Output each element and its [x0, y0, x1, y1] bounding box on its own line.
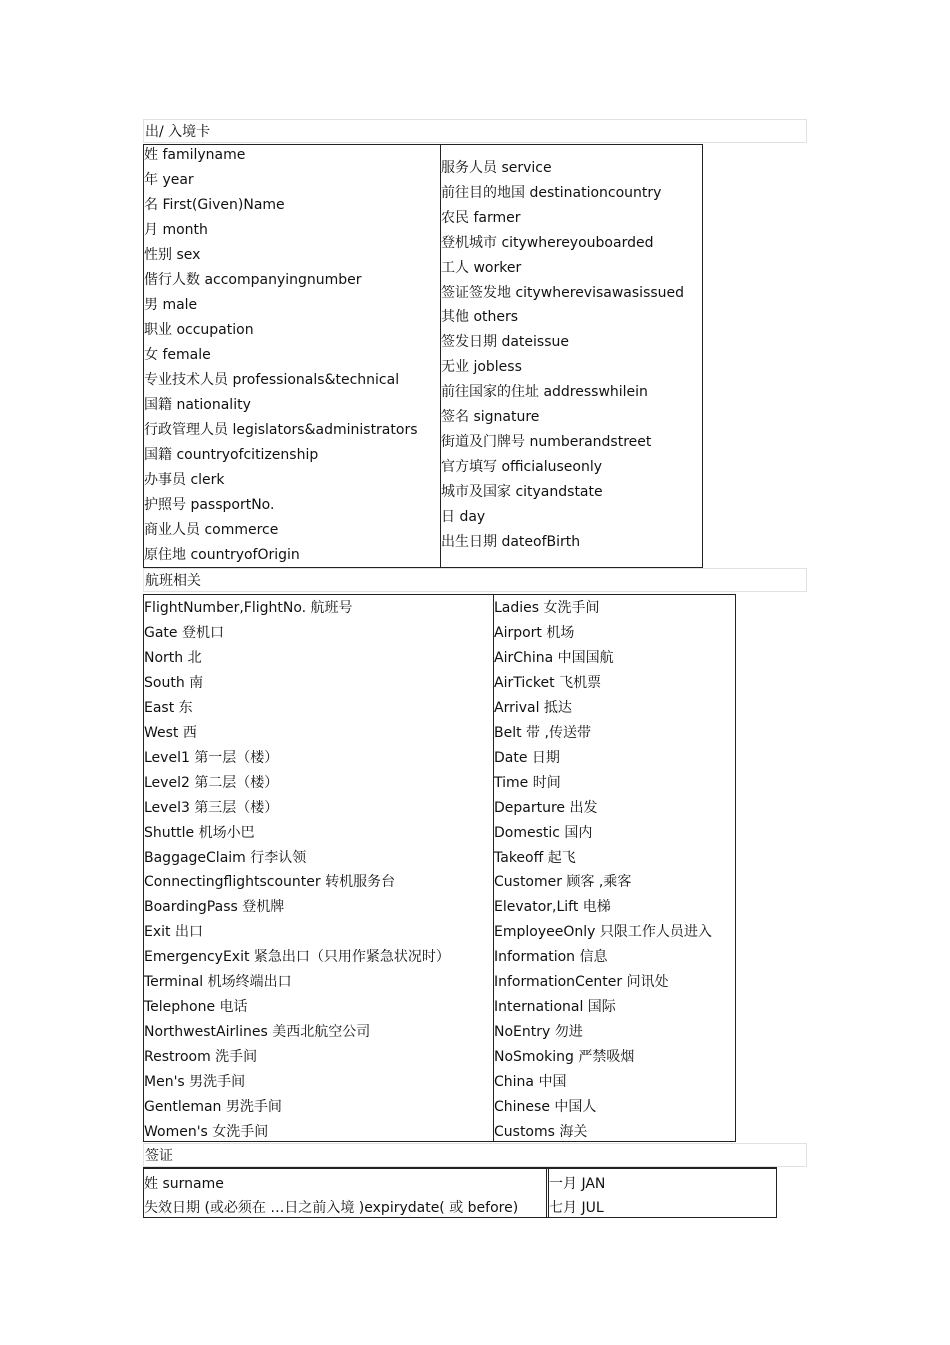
flight-term: Customs 海关 [494, 1123, 588, 1140]
flight-term: Exit 出口 [144, 924, 203, 941]
flight-term: Level1 第一层（楼） [144, 749, 279, 766]
entry-card-term: 年 year [144, 172, 194, 188]
entry-card-term: 原住地 countryofOrigin [144, 547, 300, 563]
entry-card-term: 性别 sex [144, 247, 201, 263]
section-title-flight: 航班相关 [143, 568, 807, 592]
flight-term: Level2 第二层（楼） [144, 774, 279, 791]
flight-term: South 南 [144, 674, 204, 691]
flight-term: North 北 [144, 649, 202, 666]
visa-term: 姓 surname [144, 1176, 224, 1192]
entry-card-term: 女 female [144, 347, 211, 363]
flight-term: AirChina 中国国航 [494, 649, 614, 666]
flight-term: Elevator,Lift 电梯 [494, 899, 611, 916]
flight-term: InformationCenter 问讯处 [494, 974, 669, 991]
flight-term: Information 信息 [494, 949, 608, 966]
visa-left-column [144, 1169, 547, 1217]
entry-card-term: 护照号 passportNo. [144, 497, 275, 513]
entry-card-term: 月 month [144, 222, 208, 238]
flight-term: NoEntry 勿进 [494, 1024, 583, 1041]
flight-term: Domestic 国内 [494, 824, 593, 841]
visa-term: 七月 JUL [549, 1200, 604, 1216]
entry-card-term: 前往国家的住址 addresswhilein [441, 384, 648, 401]
section-title-entry-card: 出/ 入境卡 [143, 119, 807, 143]
flight-term: NorthwestAirlines 美西北航空公司 [144, 1024, 371, 1041]
entry-card-term: 无业 jobless [441, 359, 522, 376]
entry-card-right-column [441, 145, 703, 567]
flight-term: FlightNumber,FlightNo. 航班号 [144, 600, 353, 616]
visa-term: 失效日期 (或必须在 …日之前入境 )expirydate( 或 before) [144, 1200, 519, 1216]
entry-card-term: 专业技术人员 professionals&technical [144, 372, 400, 388]
entry-card-term: 登机城市 citywhereyouboarded [441, 234, 654, 251]
entry-card-term: 国籍 countryofcitizenship [144, 447, 319, 463]
entry-card-term: 国籍 nationality [144, 397, 251, 413]
flight-term: Women's 女洗手间 [144, 1123, 269, 1140]
flight-term: West 西 [144, 724, 197, 741]
flight-term: Customer 顾客 ,乘客 [494, 874, 632, 891]
entry-card-term: 服务人员 service [441, 160, 552, 176]
flight-term: Level3 第三层（楼） [144, 799, 279, 816]
entry-card-term: 偕行人数 accompanyingnumber [144, 272, 362, 288]
entry-card-term: 其他 others [441, 309, 519, 326]
flight-term: Terminal 机场终端出口 [144, 974, 292, 991]
flight-term: NoSmoking 严禁吸烟 [494, 1049, 635, 1066]
flight-term: Time 时间 [494, 774, 561, 791]
entry-card-term: 签证签发地 citywherevisawasissued [441, 284, 685, 301]
entry-card-term: 工人 worker [441, 259, 522, 276]
flight-term: Departure 出发 [494, 799, 598, 816]
flight-term: Men's 男洗手间 [144, 1074, 246, 1091]
entry-card-term: 官方填写 officialuseonly [441, 458, 602, 475]
flight-term: East 东 [144, 699, 193, 716]
flight-term: Connectingflightscounter 转机服务台 [144, 874, 396, 891]
entry-card-term: 日 day [441, 508, 486, 525]
flight-term: Chinese 中国人 [494, 1099, 597, 1115]
entry-card-term: 街道及门牌号 numberandstreet [441, 433, 652, 450]
entry-card-term: 男 male [144, 297, 198, 313]
flight-term: International 国际 [494, 999, 616, 1016]
entry-card-term: 出生日期 dateofBirth [441, 533, 581, 550]
flight-term: EmergencyExit 紧急出口（只用作紧急状况时） [144, 949, 450, 966]
section-title-visa: 签证 [143, 1143, 807, 1167]
entry-card-term: 签名 signature [441, 409, 540, 425]
flight-term: BaggageClaim 行李认领 [144, 849, 307, 866]
flight-table [143, 594, 736, 1142]
flight-term: Restroom 洗手间 [144, 1049, 258, 1066]
flight-term: Date 日期 [494, 749, 560, 766]
flight-term: EmployeeOnly 只限工作人员进入 [494, 924, 712, 941]
flight-left-column [144, 595, 494, 1141]
entry-card-term: 办事员 clerk [144, 472, 225, 488]
entry-card-term: 农民 farmer [441, 209, 521, 226]
flight-term: Takeoff 起飞 [494, 849, 576, 866]
entry-card-term: 商业人员 commerce [144, 522, 279, 538]
visa-table [143, 1167, 777, 1218]
entry-card-term: 行政管理人员 legislators&administrators [144, 422, 418, 438]
flight-term: Arrival 抵达 [494, 699, 572, 716]
flight-term: Belt 带 ,传送带 [494, 724, 591, 741]
flight-right-column [494, 595, 736, 1141]
flight-term: Gate 登机口 [144, 624, 224, 641]
entry-card-left-column [144, 145, 441, 567]
flight-term: Gentleman 男洗手间 [144, 1099, 282, 1115]
flight-term: Airport 机场 [494, 624, 575, 641]
entry-card-table [143, 144, 703, 568]
entry-card-term: 名 First(Given)Name [144, 197, 285, 213]
entry-card-term: 前往目的地国 destinationcountry [441, 184, 662, 201]
entry-card-term: 姓 familyname [144, 147, 246, 163]
flight-term: Shuttle 机场小巴 [144, 824, 255, 841]
visa-term: 一月 JAN [549, 1176, 606, 1192]
entry-card-term: 签发日期 dateissue [441, 334, 569, 351]
flight-term: China 中国 [494, 1074, 567, 1091]
flight-term: Telephone 电话 [144, 999, 248, 1016]
entry-card-term: 职业 occupation [144, 322, 254, 338]
flight-term: AirTicket 飞机票 [494, 674, 602, 691]
flight-term: BoardingPass 登机牌 [144, 899, 285, 916]
visa-right-column [548, 1169, 777, 1217]
flight-term: Ladies 女洗手间 [494, 600, 600, 616]
entry-card-term: 城市及国家 cityandstate [441, 483, 603, 500]
